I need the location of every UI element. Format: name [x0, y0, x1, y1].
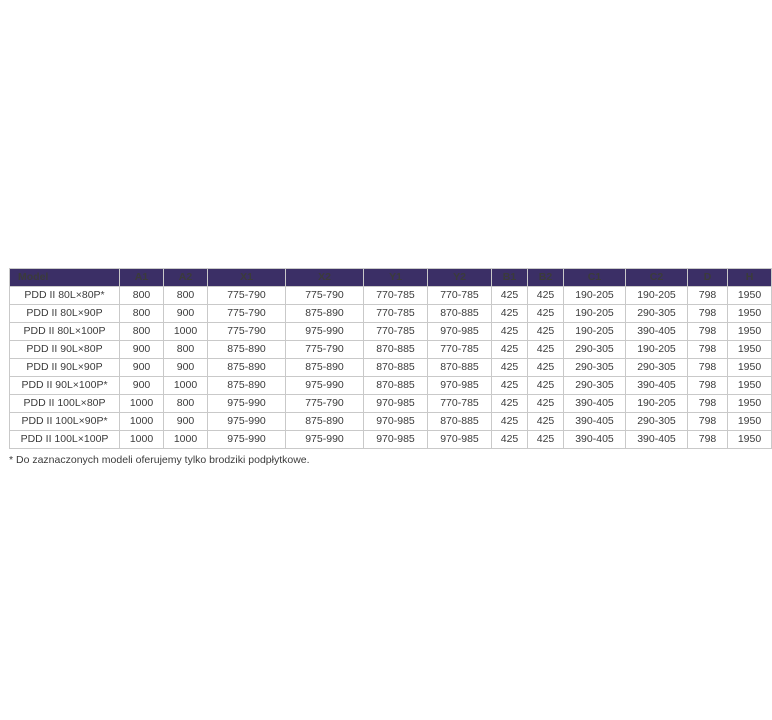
cell-c2: 190-205: [626, 341, 688, 359]
cell-x1: 975-990: [208, 413, 286, 431]
cell-b2: 425: [528, 413, 564, 431]
cell-x1: 775-790: [208, 305, 286, 323]
cell-model: PDD II 100L×100P: [10, 431, 120, 449]
column-header-x2: X2: [286, 269, 364, 287]
cell-y1: 970-985: [364, 413, 428, 431]
column-header-c1: C1: [564, 269, 626, 287]
column-header-a1: A1: [120, 269, 164, 287]
cell-a1: 900: [120, 359, 164, 377]
cell-a2: 800: [164, 287, 208, 305]
cell-b1: 425: [492, 323, 528, 341]
cell-b2: 425: [528, 341, 564, 359]
cell-h: 1950: [728, 377, 772, 395]
cell-a2: 800: [164, 341, 208, 359]
cell-y2: 770-785: [428, 395, 492, 413]
cell-c2: 290-305: [626, 359, 688, 377]
cell-a1: 900: [120, 341, 164, 359]
table-row: [10, 377, 772, 395]
cell-x1: 875-890: [208, 377, 286, 395]
cell-model: PDD II 100L×90P*: [10, 413, 120, 431]
cell-x2: 875-890: [286, 413, 364, 431]
cell-a1: 800: [120, 323, 164, 341]
table-body: [10, 287, 772, 449]
column-header-h: H: [728, 269, 772, 287]
column-header-y1: Y1: [364, 269, 428, 287]
cell-y2: 970-985: [428, 377, 492, 395]
table-header: [10, 269, 772, 287]
table-header-row: [10, 269, 772, 287]
cell-y1: 870-885: [364, 359, 428, 377]
cell-c1: 390-405: [564, 413, 626, 431]
cell-model: PDD II 90L×100P*: [10, 377, 120, 395]
cell-y2: 770-785: [428, 341, 492, 359]
cell-a2: 1000: [164, 323, 208, 341]
cell-h: 1950: [728, 431, 772, 449]
cell-y1: 870-885: [364, 377, 428, 395]
cell-c1: 290-305: [564, 377, 626, 395]
cell-b2: 425: [528, 287, 564, 305]
cell-a1: 800: [120, 287, 164, 305]
cell-x1: 975-990: [208, 431, 286, 449]
cell-d: 798: [688, 323, 728, 341]
cell-x1: 875-890: [208, 359, 286, 377]
cell-c2: 190-205: [626, 395, 688, 413]
cell-y1: 970-985: [364, 431, 428, 449]
spec-table-container: [9, 268, 762, 466]
cell-h: 1950: [728, 287, 772, 305]
cell-x2: 775-790: [286, 341, 364, 359]
cell-y1: 770-785: [364, 287, 428, 305]
dimensions-table: [9, 268, 772, 449]
column-header-a2: A2: [164, 269, 208, 287]
cell-y1: 870-885: [364, 341, 428, 359]
table-row: [10, 359, 772, 377]
cell-y2: 970-985: [428, 323, 492, 341]
cell-b2: 425: [528, 305, 564, 323]
cell-b1: 425: [492, 413, 528, 431]
table-row: [10, 287, 772, 305]
cell-x1: 775-790: [208, 287, 286, 305]
cell-y2: 870-885: [428, 359, 492, 377]
cell-d: 798: [688, 377, 728, 395]
cell-x2: 875-890: [286, 359, 364, 377]
column-header-b2: B2: [528, 269, 564, 287]
cell-b1: 425: [492, 305, 528, 323]
cell-b2: 425: [528, 359, 564, 377]
table-row: [10, 395, 772, 413]
cell-b1: 425: [492, 341, 528, 359]
cell-h: 1950: [728, 395, 772, 413]
cell-model: PDD II 80L×90P: [10, 305, 120, 323]
cell-c2: 390-405: [626, 431, 688, 449]
cell-y2: 870-885: [428, 413, 492, 431]
cell-x1: 975-990: [208, 395, 286, 413]
cell-c1: 390-405: [564, 395, 626, 413]
cell-c1: 190-205: [564, 287, 626, 305]
cell-b2: 425: [528, 377, 564, 395]
cell-b1: 425: [492, 431, 528, 449]
cell-a1: 900: [120, 377, 164, 395]
table-row: [10, 431, 772, 449]
cell-b1: 425: [492, 359, 528, 377]
cell-b1: 425: [492, 287, 528, 305]
cell-model: PDD II 80L×80P*: [10, 287, 120, 305]
cell-c2: 290-305: [626, 413, 688, 431]
cell-model: PDD II 90L×90P: [10, 359, 120, 377]
column-header-x1: X1: [208, 269, 286, 287]
cell-y1: 770-785: [364, 323, 428, 341]
cell-d: 798: [688, 341, 728, 359]
cell-b2: 425: [528, 431, 564, 449]
cell-c2: 290-305: [626, 305, 688, 323]
cell-model: PDD II 90L×80P: [10, 341, 120, 359]
table-row: [10, 305, 772, 323]
cell-y1: 770-785: [364, 305, 428, 323]
cell-b2: 425: [528, 395, 564, 413]
cell-model: PDD II 100L×80P: [10, 395, 120, 413]
cell-a2: 1000: [164, 431, 208, 449]
cell-a2: 900: [164, 359, 208, 377]
cell-x2: 775-790: [286, 395, 364, 413]
cell-c1: 390-405: [564, 431, 626, 449]
cell-x2: 975-990: [286, 377, 364, 395]
cell-y2: 870-885: [428, 305, 492, 323]
column-header-c2: C2: [626, 269, 688, 287]
cell-d: 798: [688, 431, 728, 449]
cell-d: 798: [688, 287, 728, 305]
cell-h: 1950: [728, 323, 772, 341]
cell-a1: 1000: [120, 431, 164, 449]
cell-c1: 290-305: [564, 359, 626, 377]
table-footnote: * Do zaznaczonych modeli oferujemy tylko brodziki podpłytkowe.: [9, 454, 310, 466]
cell-d: 798: [688, 359, 728, 377]
cell-c1: 190-205: [564, 323, 626, 341]
cell-a1: 800: [120, 305, 164, 323]
cell-a1: 1000: [120, 395, 164, 413]
cell-h: 1950: [728, 359, 772, 377]
cell-d: 798: [688, 305, 728, 323]
column-header-model: Model: [10, 269, 120, 287]
column-header-d: D: [688, 269, 728, 287]
cell-h: 1950: [728, 413, 772, 431]
cell-c2: 390-405: [626, 323, 688, 341]
cell-b1: 425: [492, 395, 528, 413]
cell-a2: 900: [164, 413, 208, 431]
cell-c1: 190-205: [564, 305, 626, 323]
column-header-y2: Y2: [428, 269, 492, 287]
cell-x2: 975-990: [286, 431, 364, 449]
column-header-b1: B1: [492, 269, 528, 287]
cell-b2: 425: [528, 323, 564, 341]
table-row: [10, 323, 772, 341]
cell-x1: 875-890: [208, 341, 286, 359]
cell-x2: 875-890: [286, 305, 364, 323]
cell-y2: 970-985: [428, 431, 492, 449]
cell-d: 798: [688, 413, 728, 431]
table-row: [10, 341, 772, 359]
cell-h: 1950: [728, 305, 772, 323]
cell-model: PDD II 80L×100P: [10, 323, 120, 341]
cell-d: 798: [688, 395, 728, 413]
cell-a2: 900: [164, 305, 208, 323]
cell-a1: 1000: [120, 413, 164, 431]
cell-c1: 290-305: [564, 341, 626, 359]
cell-c2: 390-405: [626, 377, 688, 395]
cell-c2: 190-205: [626, 287, 688, 305]
cell-x1: 775-790: [208, 323, 286, 341]
cell-y1: 970-985: [364, 395, 428, 413]
cell-h: 1950: [728, 341, 772, 359]
cell-b1: 425: [492, 377, 528, 395]
table-row: [10, 413, 772, 431]
cell-y2: 770-785: [428, 287, 492, 305]
cell-a2: 1000: [164, 377, 208, 395]
cell-x2: 975-990: [286, 323, 364, 341]
cell-x2: 775-790: [286, 287, 364, 305]
cell-a2: 800: [164, 395, 208, 413]
